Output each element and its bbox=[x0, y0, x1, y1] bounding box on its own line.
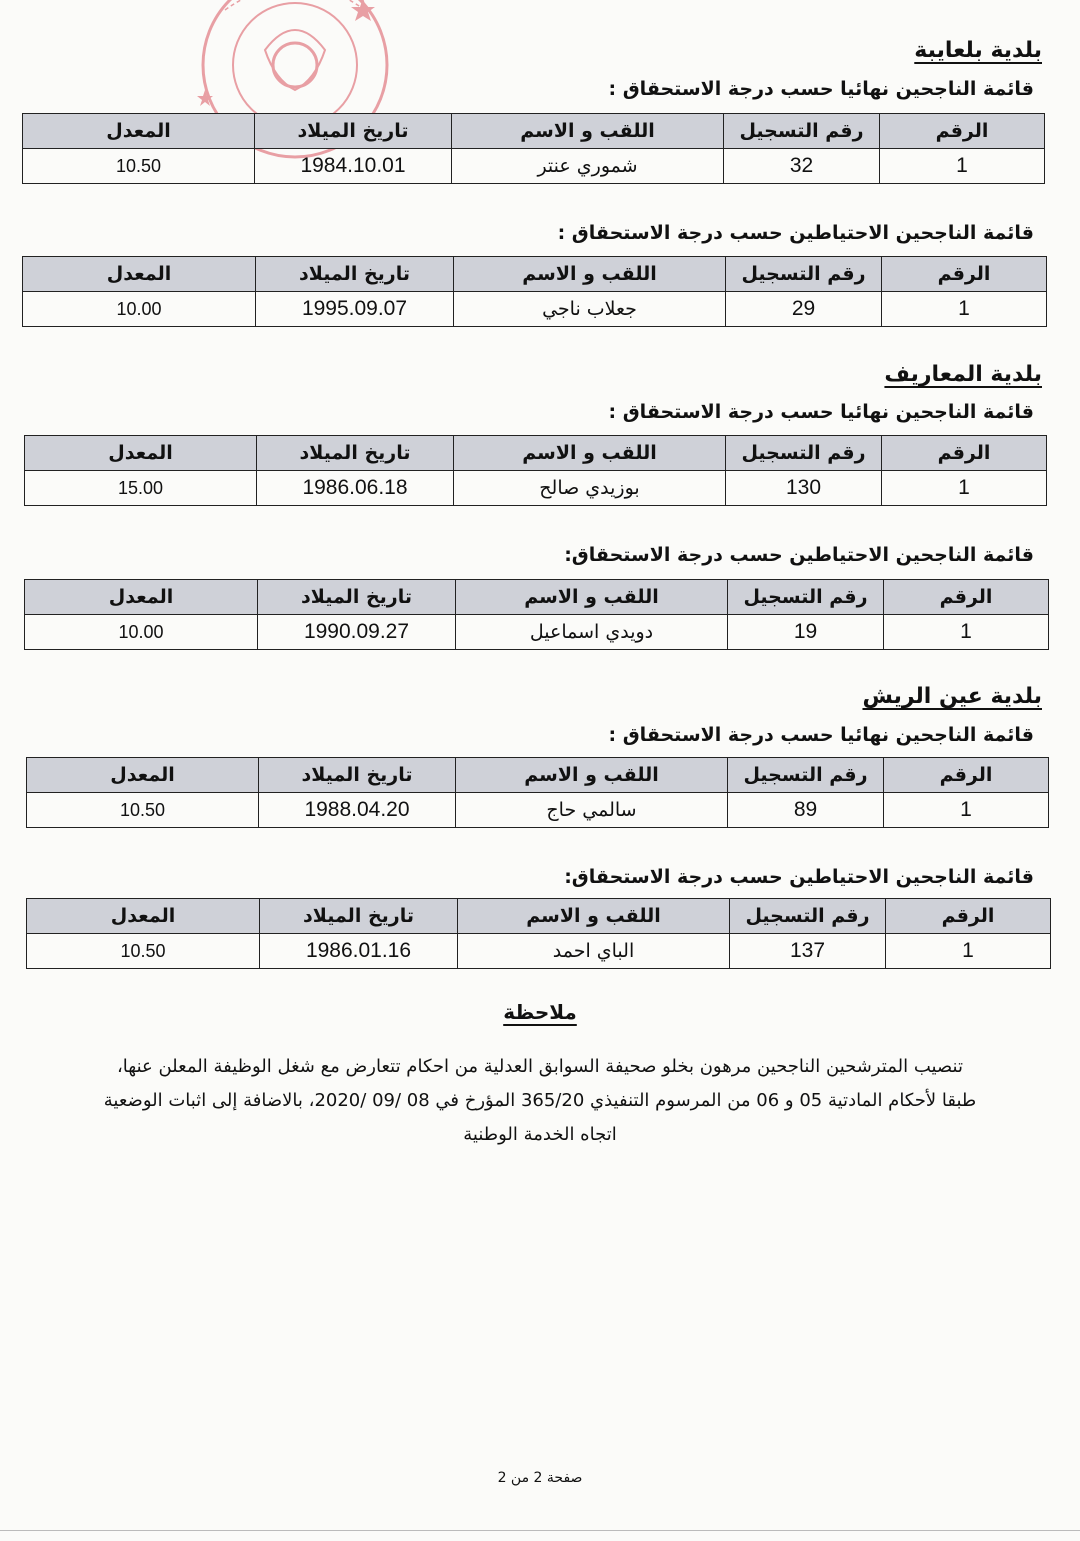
column-header: الرقم bbox=[882, 257, 1047, 292]
cell-rank: 1 bbox=[880, 149, 1045, 184]
table-row bbox=[27, 793, 1049, 828]
column-header: تاريخ الميلاد bbox=[255, 114, 452, 149]
cell-rank: 1 bbox=[884, 615, 1049, 650]
note-body bbox=[50, 1050, 1030, 1152]
list-title: قائمة الناجحين نهائيا حسب درجة الاستحقاق : bbox=[608, 724, 1034, 746]
note-line: اتجاه الخدمة الوطنية bbox=[463, 1124, 617, 1145]
municipality-title: بلدية عين الريش bbox=[862, 684, 1042, 709]
municipality-title: بلدية المعاريف bbox=[884, 362, 1042, 387]
column-header: تاريخ الميلاد bbox=[256, 257, 454, 292]
column-header: رقم التسجيل bbox=[726, 257, 882, 292]
column-header: رقم التسجيل bbox=[730, 899, 886, 934]
cell-name: جعلاب ناجي bbox=[454, 292, 726, 327]
table-header-row bbox=[25, 436, 1047, 471]
column-header: المعدل bbox=[25, 436, 257, 471]
column-header: اللقب و الاسم bbox=[454, 436, 726, 471]
column-header: رقم التسجيل bbox=[728, 758, 884, 793]
municipality-title: بلدية بلعايبة bbox=[914, 38, 1042, 63]
column-header: اللقب و الاسم bbox=[452, 114, 724, 149]
table-header-row bbox=[25, 580, 1049, 615]
cell-name: سالمي حاج bbox=[456, 793, 728, 828]
cell-name: الباي احمد bbox=[458, 934, 730, 969]
results-table bbox=[24, 579, 1049, 650]
column-header: اللقب و الاسم bbox=[454, 257, 726, 292]
column-header: الرقم bbox=[886, 899, 1051, 934]
cell-birthdate: 1988.04.20 bbox=[259, 793, 456, 828]
list-title: قائمة الناجحين الاحتياطين حسب درجة الاستحقاق: bbox=[564, 544, 1034, 566]
column-header: رقم التسجيل bbox=[728, 580, 884, 615]
cell-registration: 137 bbox=[730, 934, 886, 969]
column-header: المعدل bbox=[27, 899, 260, 934]
list-title: قائمة الناجحين الاحتياطين حسب درجة الاستحقاق : bbox=[557, 222, 1034, 244]
cell-birthdate: 1986.06.18 bbox=[257, 471, 454, 506]
results-table bbox=[26, 898, 1051, 969]
cell-birthdate: 1984.10.01 bbox=[255, 149, 452, 184]
column-header: المعدل bbox=[23, 257, 256, 292]
column-header: تاريخ الميلاد bbox=[259, 758, 456, 793]
results-table bbox=[22, 113, 1045, 184]
column-header: تاريخ الميلاد bbox=[260, 899, 458, 934]
cell-rank: 1 bbox=[886, 934, 1051, 969]
results-table bbox=[26, 757, 1049, 828]
cell-registration: 19 bbox=[728, 615, 884, 650]
table-header-row bbox=[23, 257, 1047, 292]
bottom-divider bbox=[0, 1530, 1080, 1531]
table-header-row bbox=[23, 114, 1045, 149]
table-header-row bbox=[27, 899, 1051, 934]
cell-average: 10.50 bbox=[27, 793, 259, 828]
list-title: قائمة الناجحين نهائيا حسب درجة الاستحقاق : bbox=[608, 401, 1034, 423]
cell-registration: 89 bbox=[728, 793, 884, 828]
column-header: الرقم bbox=[884, 758, 1049, 793]
cell-average: 10.50 bbox=[23, 149, 255, 184]
page-number: صفحة 2 من 2 bbox=[497, 1470, 583, 1486]
table-row bbox=[27, 934, 1051, 969]
cell-rank: 1 bbox=[882, 471, 1047, 506]
column-header: المعدل bbox=[25, 580, 258, 615]
cell-rank: 1 bbox=[884, 793, 1049, 828]
table-row bbox=[25, 615, 1049, 650]
cell-name: بوزيدي صالح bbox=[454, 471, 726, 506]
cell-birthdate: 1995.09.07 bbox=[256, 292, 454, 327]
cell-birthdate: 1990.09.27 bbox=[258, 615, 456, 650]
note-line: تنصيب المترشحين الناجحين مرهون بخلو صحيفة السوابق العدلية من احكام تتعارض مع شغل الوظيفة المعلن عنها، bbox=[117, 1056, 963, 1077]
cell-average: 10.00 bbox=[23, 292, 256, 327]
cell-registration: 32 bbox=[724, 149, 880, 184]
cell-average: 10.00 bbox=[25, 615, 258, 650]
cell-average: 15.00 bbox=[25, 471, 257, 506]
column-header: اللقب و الاسم bbox=[456, 758, 728, 793]
table-row bbox=[23, 149, 1045, 184]
table-header-row bbox=[27, 758, 1049, 793]
column-header: رقم التسجيل bbox=[724, 114, 880, 149]
column-header: المعدل bbox=[27, 758, 259, 793]
column-header: تاريخ الميلاد bbox=[257, 436, 454, 471]
note-line: طبقا لأحكام المادتية 05 و 06 من المرسوم التنفيذي 365/20 المؤرخ في 08 /09 /2020، بالاضافة إلى اثبات الوضعية bbox=[103, 1090, 977, 1111]
column-header: اللقب و الاسم bbox=[456, 580, 728, 615]
column-header: الرقم bbox=[884, 580, 1049, 615]
list-title: قائمة الناجحين الاحتياطين حسب درجة الاستحقاق: bbox=[564, 866, 1034, 888]
cell-rank: 1 bbox=[882, 292, 1047, 327]
column-header: تاريخ الميلاد bbox=[258, 580, 456, 615]
cell-birthdate: 1986.01.16 bbox=[260, 934, 458, 969]
cell-registration: 130 bbox=[726, 471, 882, 506]
results-table bbox=[22, 256, 1047, 327]
list-title: قائمة الناجحين نهائيا حسب درجة الاستحقاق : bbox=[608, 78, 1034, 100]
cell-name: دويدي اسماعيل bbox=[456, 615, 728, 650]
column-header: المعدل bbox=[23, 114, 255, 149]
table-row bbox=[23, 292, 1047, 327]
table-row bbox=[25, 471, 1047, 506]
column-header: اللقب و الاسم bbox=[458, 899, 730, 934]
cell-average: 10.50 bbox=[27, 934, 260, 969]
column-header: رقم التسجيل bbox=[726, 436, 882, 471]
column-header: الرقم bbox=[880, 114, 1045, 149]
column-header: الرقم bbox=[882, 436, 1047, 471]
note-title: ملاحظة bbox=[503, 1000, 577, 1024]
results-table bbox=[24, 435, 1047, 506]
cell-registration: 29 bbox=[726, 292, 882, 327]
cell-name: شموري عنتر bbox=[452, 149, 724, 184]
